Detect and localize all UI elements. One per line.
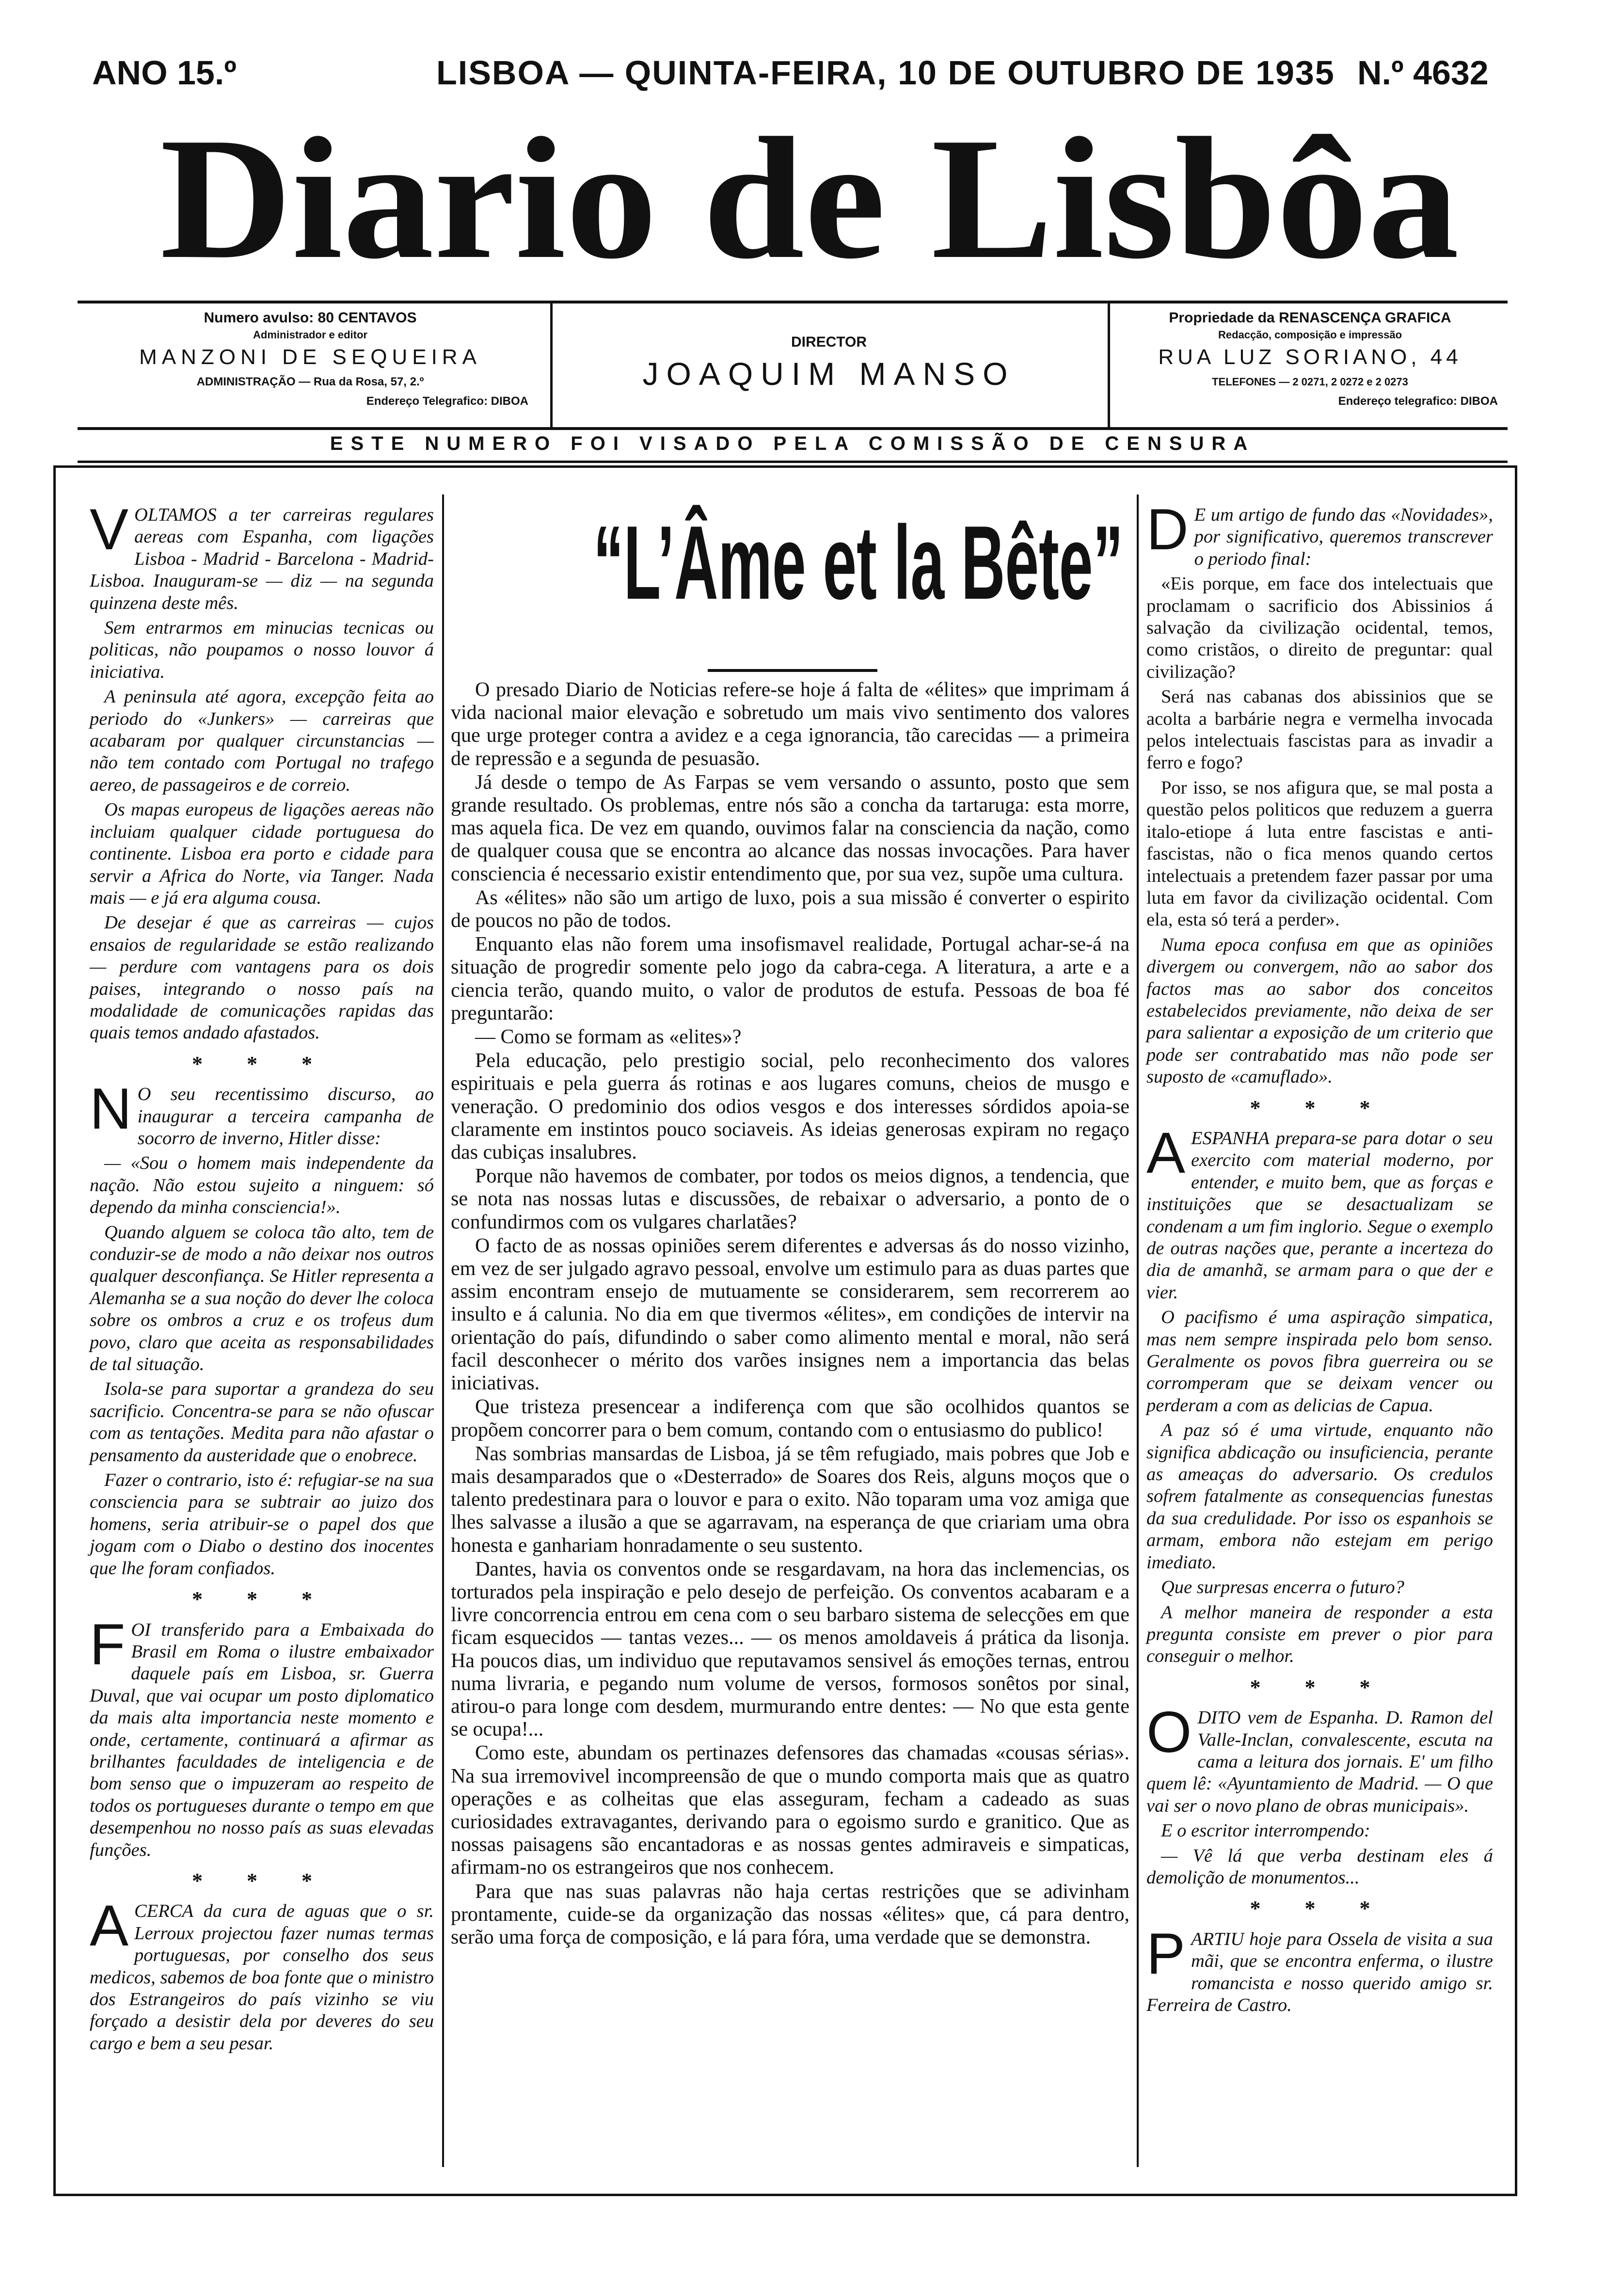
paragraph (1146, 1700, 1493, 1817)
paragraph-text: Quando alguem se coloca tão alto, tem de conduzir-se de modo a não deixar nos outros qualquer desconfiança. Se Hitler representa a Alemanha se a sua noção do dever lhe coloca sobre os ombros a cruz e os trofeus dum povo, claro que aceita as responsabilidades de tal situação. (90, 1222, 434, 1375)
paragraph (1146, 1307, 1493, 1417)
paragraph-text: A melhor maneira de responder a esta pregunta consiste em prever o pior para conseguir o melhor. (1146, 1602, 1493, 1667)
drop-cap: P (1146, 1921, 1186, 1986)
left-telegraph: Endereço Telegrafico: DIBOA (366, 395, 528, 408)
paragraph-text: Numa epoca confusa em que as opiniões divergem ou convergem, não ao sabor dos factos mas ao sabor dos conceitos estabelecidos previamente, não deixa de ser para salientar a exposição de um criterio que pode ser contrabatido mas não pode ser suposto de «camuflado». (1146, 934, 1493, 1087)
year-label: ANO 15.º (92, 54, 237, 92)
paragraph-text: Por isso, se nos afigura que, se mal posta a questão pelos politicos que reduzem a guerra italo-etiope á luta entre fascistas e anti-fascistas, não o fica menos quando certos intelectuais a pretendem fazer passar por uma luta em favor da civilização ocidental. Com ela, esta só terá a perder». (1146, 777, 1493, 930)
paragraph (90, 1611, 434, 1861)
director-name: JOAQUIM MANSO (642, 356, 1016, 392)
editorial-paragraph: O facto de as nossas opiniões serem diferentes e adversas ás do nosso vizinho, em vez de ser julgado agravo pessoal, envolve um estimulo para as duas partes que assim encontram ensejo de mutuamente se considerarem, sem recorrerem ao insulto e á calunia. No dia em que tivermos «élites», em condições de intervir na orientação do país, difundindo o saber como alimento mental e moral, não será facil desconhecer o mérito dos varões insignes nem a importancia das belas iniciativas. (451, 1234, 1129, 1395)
paragraph-text: — Vê lá que verba destinam eles á demolição de monumentos... (1146, 1845, 1493, 1888)
info-left (78, 308, 543, 422)
paragraph (1146, 573, 1493, 683)
section-separator: * * * (1250, 1675, 1390, 1699)
admin-name: MANZONI DE SEQUEIRA (139, 345, 481, 369)
drop-cap: D (1146, 497, 1189, 562)
paragraph (90, 497, 434, 614)
info-separator (550, 303, 553, 427)
paragraph (90, 1152, 434, 1218)
paragraph-text: A paz só é uma virtude, enquanto não significa abdicação ou insuficiencia, perante as ameaças do adversario. Os credulos sofrem fatalmente as consequencias funestas da sua credulidade. Por isso os espanhois se armam, embora não estejam em perigo imediato. (1146, 1420, 1493, 1573)
director-label: DIRECTOR (791, 334, 867, 350)
paragraph-text: OI transferido para a Embaixada do Brasil em Roma o ilustre embaixador daquele país em Lisboa, sr. Guerra Duval, que vai ocupar um posto diplomatico da mais alta importancia neste momento e onde, certamente, continuará a afirmar as brilhantes faculdades de inteligencia e de bom senso que o impuzeram ao respeito de todos os portugueses durante o tempo em que desempenhou no nosso país as suas elevadas funções. (90, 1619, 434, 1860)
title-rule (708, 669, 877, 672)
paragraph (1146, 1577, 1493, 1598)
owner: Propriedade da RENASCENÇA GRAFICA (1169, 310, 1451, 326)
paragraph (90, 686, 434, 796)
column-rule (1137, 494, 1139, 2167)
censorship-notice: ESTE NUMERO FOI VISADO PELA COMISSÃO DE CENSURA (78, 427, 1508, 463)
section-separator: * * * (1250, 1096, 1390, 1120)
info-right (1112, 308, 1508, 422)
drop-cap: A (90, 1893, 129, 1959)
section-separator: * * * (192, 1052, 332, 1076)
paragraph-text: — «Sou o homem mais independente da nação. Não estou sujeito a ninguem: só dependo da minha consciencia!». (90, 1153, 434, 1218)
section-separator: * * * (192, 1868, 332, 1893)
paragraph-text: O seu recentissimo discurso, ao inaugurar a terceira campanha de socorro de inverno, Hitler disse: (137, 1084, 434, 1148)
paragraph-text: De desejar é que as carreiras — cujos ensaios de regularidade se estão realizando — perdure com vantagens para os dois paises, integrando o nosso país na modalidade de comunicações rapidas das quais temos andado afastados. (90, 912, 434, 1043)
editorial-paragraph: Já desde o tempo de As Farpas se vem versando o assunto, posto que sem grande resultado. Os problemas, entre nós são a concha da tartaruga: esta morre, mas aquela fica. De vez em quando, ouvimos falar na consciencia da nação, como de qualquer cousa que se encontra ao alcance das nossas invocações. Para haver consciencia é necessario existir entendimento que, por sua vez, supõe uma cultura. (451, 771, 1129, 885)
editorial-paragraph: Enquanto elas não forem uma insofismavel realidade, Portugal achar-se-á na situação de progredir somente pelo jogo da cabra-cega. A literatura, a arte e a ciencia terão, quando muito, o valor de produtos de estufa. Pessoas de boa fé preguntarão: (451, 933, 1129, 1024)
paragraph (1146, 777, 1493, 931)
editorial-paragraph: Que tristeza presencear a indiferença com que são ocolhidos quantos se propõem concorrer para o bem comum, contando com o entusiasmo do publico! (451, 1396, 1129, 1441)
paragraph (1146, 1419, 1493, 1574)
masthead (150, 102, 1469, 296)
drop-cap: O (1146, 1700, 1192, 1765)
paragraph-text: ARTIU hoje para Ossela de visita a sua mãi, que se encontra enferma, o ilustre romancista e nosso querido amigo sr. Ferreira de Castro. (1146, 1929, 1493, 2015)
paragraph (1146, 1921, 1493, 2017)
paragraph-text: E o escritor interrompendo: (1161, 1820, 1370, 1841)
paragraph (90, 912, 434, 1044)
price: Numero avulso: 80 CENTAVOS (204, 310, 417, 326)
paragraph (1146, 1120, 1493, 1304)
paragraph-text: Os mapas europeus de ligações aereas não incluiam qualquer cidade portuguesa do continente. Lisboa era porto e cidade para servir a Africa do Norte, via Tanger. Nada mais — e já era alguma cousa. (90, 799, 434, 908)
paragraph (90, 799, 434, 909)
paragraph-text: «Eis porque, em face dos intelectuais que proclamam o sacrificio dos Abissinios á salvação da civilização ocidental, temos, como cristãos, o direito de preguntar: qual civilização? (1146, 574, 1493, 682)
info-separator (1108, 303, 1110, 427)
drop-cap: F (90, 1611, 126, 1677)
paragraph (90, 617, 434, 683)
drop-cap: V (90, 497, 129, 562)
paragraph (1146, 934, 1493, 1088)
paragraph-text: Fazer o contrario, isto é: refugiar-se na sua consciencia para se subtrair ao juizo dos homens, seria atribuir-se o papel dos que jogam com o Diabo o destino dos inocentes que lhe foram confiados. (90, 1470, 434, 1578)
drop-cap: A (1146, 1120, 1186, 1185)
editorial-paragraph: O presado Diario de Noticias refere-se hoje á falta de «élites» que imprimam á vida nacional maior elevação e sobretudo um mais vivo sentimento dos valores que urge proteger contra a avidez e a cega ignorancia, tão carecidas — a primeira de repressão e a segunda de pesuasão. (451, 679, 1129, 770)
paragraph-text: Isola-se para suportar a grandeza do seu sacrificio. Concentra-se para se não ofuscar com as tentações. Medita para não afastar o pensamento da austeridade que o enobrece. (90, 1379, 434, 1466)
paragraph (90, 1378, 434, 1467)
editorial-paragraph: Para que nas suas palavras não haja certas restrições que se adivinham prontamente, cuide-se da organização das nossas «élites» que, cá para dentro, serão uma força de composição, e lá para fóra, uma verdade que se demonstra. (451, 1880, 1129, 1948)
right-column (1146, 497, 1493, 2019)
editorial-body (451, 679, 1129, 1950)
drop-cap: N (90, 1076, 132, 1142)
paragraph (90, 1076, 434, 1149)
section-separator: * * * (1250, 1897, 1390, 1921)
paragraph-text: Que surpresas encerra o futuro? (1161, 1577, 1404, 1598)
paragraph-text: CERCA da cura de aguas que o sr. Lerroux projectou fazer numas termas portuguesas, por conselho dos seus medicos, sabemos de boa fonte que o ministro dos Estrangeiros do país vizinho se viu forçado a desistir dela por deveres do seu cargo e bem a seu pesar. (90, 1901, 434, 2054)
dateline: LISBOA — QUINTA-FEIRA, 10 DE OUTUBRO DE 1935 (436, 54, 1335, 92)
paragraph-text: DITO vem de Espanha. D. Ramon del Valle-Inclan, convalescente, escuta na cama a leitura dos jornais. E' um filho quem lê: «Ayuntamiento de Madrid. — O que vai ser o novo plano de obras municipais». (1146, 1707, 1493, 1816)
paragraph-text: O pacifismo é uma aspiração simpatica, mas nem sempre inspirada pelo bom senso. Geralmente os povos fibra guerreira ou se corromperam que se deixam vencer ou perderam a com as delicias de Capua. (1146, 1307, 1493, 1416)
paragraph (1146, 1845, 1493, 1889)
editorial-paragraph: Pela educação, pelo prestigio social, pelo reconhecimento dos valores espirituais e pela guerra ás rotinas e aos lugares comuns, cheios de musgo e veneração. O predominio dos odios vesgos e dos interesses sórdidos apoia-se claramente em instintos pouco sociaveis. As ideias generosas expiram no regaço das cubiças insalubres. (451, 1050, 1129, 1164)
editorial-paragraph: Como este, abundam os pertinazes defensores das chamadas «cousas sérias». Na sua irremovivel incompreensão de que o mundo comporta mais que as quatro operações e as colheitas que elas asseguram, fecham a cadeado as suas curiosidades extravagantes, derivando para o egoismo surdo e granitico. Que as nossas paisagens são encantadoras e as nossas gentes admiraveis e simpaticas, afirmam-no os estrangeiros que nos conhecem. (451, 1742, 1129, 1879)
owner-sub: Redacção, composição e impressão (1218, 329, 1402, 341)
paragraph-text: OLTAMOS a ter carreiras regulares aereas com Espanha, com ligações Lisboa - Madrid - Barcelona - Madrid-Lisboa. Inauguram-se — diz — na segunda quinzena deste mês. (90, 505, 434, 613)
paragraph-text: A peninsula até agora, excepção feita ao periodo do «Junkers» — carreiras que acabaram por qualquer circunstancias — não tem contado com Portugal no trafego aereo, de passageiros e de correio. (90, 686, 434, 795)
right-address: RUA LUZ SORIANO, 44 (1158, 345, 1462, 369)
paragraph-text: ESPANHA prepara-se para dotar o seu exercito com material moderno, por entender, e muito bem, que as forças e instituições que se desactualizam se condenam a um fim inglorio. Segue o exemplo de outras nações que, perante a incerteza do dia de amanhã, se armam para o que der e vier. (1146, 1128, 1493, 1303)
right-telegraph: Endereço telegrafico: DIBOA (1338, 395, 1498, 408)
admin-address: ADMINISTRAÇÃO — Rua da Rosa, 57, 2.º (196, 375, 424, 388)
editorial-paragraph: — Como se formam as «elites»? (475, 1026, 742, 1049)
paragraph (90, 1893, 434, 2055)
left-column (90, 497, 434, 2057)
paragraph (90, 1469, 434, 1579)
paragraph-text: Será nas cabanas dos abissinios que se acolta a barbárie negra e vermelha invocada pelos intelectuais fascistas para as invadir a ferro e fogo? (1146, 686, 1493, 773)
editorial-paragraph: As «élites» não são um artigo de luxo, pois a sua missão é converter o espirito de poucos no pão de todos. (451, 886, 1129, 932)
paragraph (1146, 1820, 1493, 1842)
editorial-paragraph: Porque não havemos de combater, por todos os meios dignos, a tendencia, que se nota nas nossas lutas e discussões, de rebaixar o adversario, a ponto de o confundirmos com os vulgares charlatães? (451, 1165, 1129, 1233)
masthead-logo (150, 102, 1469, 296)
paragraph-text: Sem entrarmos em minucias tecnicas ou politicas, não poupamos o nosso louvor á iniciativa. (90, 618, 434, 682)
info-box (78, 301, 1508, 430)
issue-number: N.º 4632 (1357, 54, 1489, 92)
phones: TELEFONES — 2 0271, 2 0272 e 2 0273 (1212, 376, 1408, 388)
editorial-title: “L’Âme et la Bête” (593, 504, 1124, 621)
paragraph (1146, 1602, 1493, 1668)
info-center (555, 308, 1103, 422)
editorial-paragraph: Nas sombrias mansardas de Lisboa, já se têm refugiado, mais pobres que Job e mais desamparados que o «Desterrado» de Soares dos Reis, alguns moços que o talento predestinara para o louvor e para o exito. Não toparam uma voz amiga que lhes salvasse a ilusão a que se agarravam, na esperança de que criariam uma obra honesta e ganhariam honradamente o seu sustento. (451, 1442, 1129, 1557)
column-rule (442, 494, 444, 2167)
section-separator: * * * (192, 1587, 332, 1611)
paragraph (1146, 497, 1493, 570)
masthead-title: Diario de Lisbôa (160, 102, 1459, 295)
editorial-paragraph: Dantes, havia os conventos onde se resgardavam, na hora das inclemencias, os torturados pela inspiração e pelo desejo de perfeição. Os conventos acabaram e a livre concorrencia entrou em cena com o seu barbaro sistema de selecções em que ficam esquecidos — tantas vezes... — os menos amoldaveis á prática da lisonja. Ha poucos dias, um individuo que reputavamos sensivel ás emoções ternas, entrou numa livraria, e pegando num volume de versos, formosos sonêtos por sinal, atirou-o para longe com desdem, murmurando entre dentes: — No que esta gente se ocupa!... (451, 1558, 1129, 1741)
paragraph (1146, 686, 1493, 774)
paragraph (90, 1222, 434, 1376)
header-line (78, 53, 1498, 97)
admin-label: Administrador e editor (253, 329, 367, 341)
paragraph-text: E um artigo de fundo das «Novidades», por significativo, queremos transcrever o periodo final: (1194, 505, 1493, 569)
